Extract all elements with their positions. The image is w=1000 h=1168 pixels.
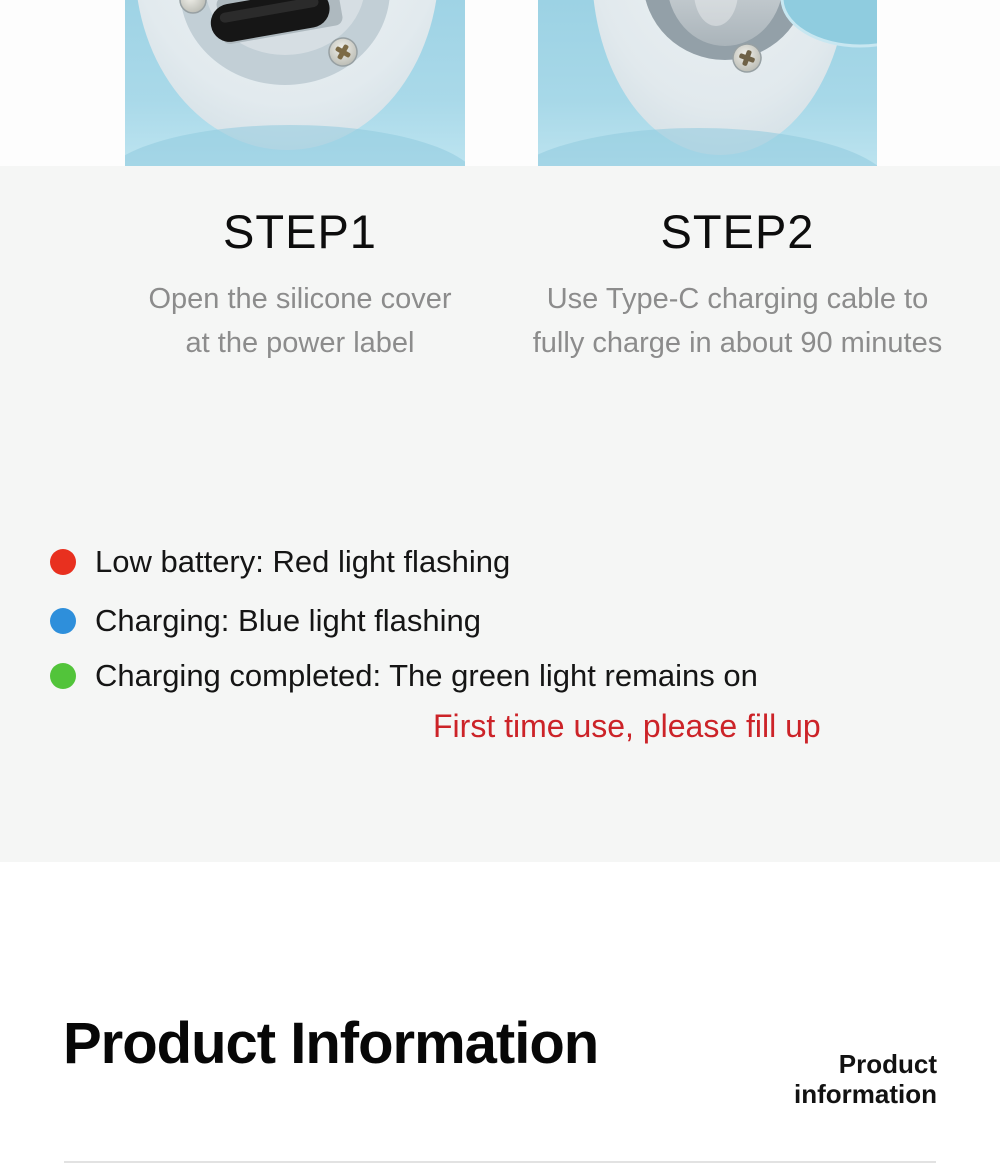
status-label: Low battery: Red light flashing xyxy=(95,544,511,579)
step1-caption-line2: at the power label xyxy=(185,327,415,360)
product-info-watermark xyxy=(794,1050,937,1109)
red-dot-icon xyxy=(50,549,76,575)
section-divider xyxy=(64,1161,936,1163)
step1-title: STEP1 xyxy=(223,205,377,258)
status-label: Charging: Blue light flashing xyxy=(95,603,482,638)
blue-dot-icon xyxy=(50,608,76,634)
photo-band xyxy=(0,0,1000,166)
step1-caption-line1: Open the silicone cover xyxy=(148,283,452,316)
status-item-charging xyxy=(50,603,481,639)
status-item-low-battery xyxy=(50,544,510,580)
watermark-line2: information xyxy=(794,1078,937,1109)
type-c-port-photo xyxy=(125,0,465,166)
step2-title: STEP2 xyxy=(660,205,815,258)
status-item-charge-complete xyxy=(50,658,758,694)
step1-caption xyxy=(105,277,495,365)
first-use-note: First time use, please fill up xyxy=(433,708,821,744)
watermark-line1: Product xyxy=(838,1049,937,1079)
step2-caption xyxy=(500,277,975,365)
step2-block xyxy=(500,205,975,365)
silicone-plug-open-photo xyxy=(538,0,877,166)
product-info-heading: Product Information xyxy=(63,1011,599,1076)
step1-block xyxy=(105,205,495,365)
status-label: Charging completed: The green light remains on xyxy=(95,658,758,693)
step2-caption-line2: fully charge in about 90 minutes xyxy=(532,327,943,360)
green-dot-icon xyxy=(50,663,76,689)
product-info-section xyxy=(0,862,1000,1168)
step2-caption-line1: Use Type-C charging cable to xyxy=(546,283,929,316)
